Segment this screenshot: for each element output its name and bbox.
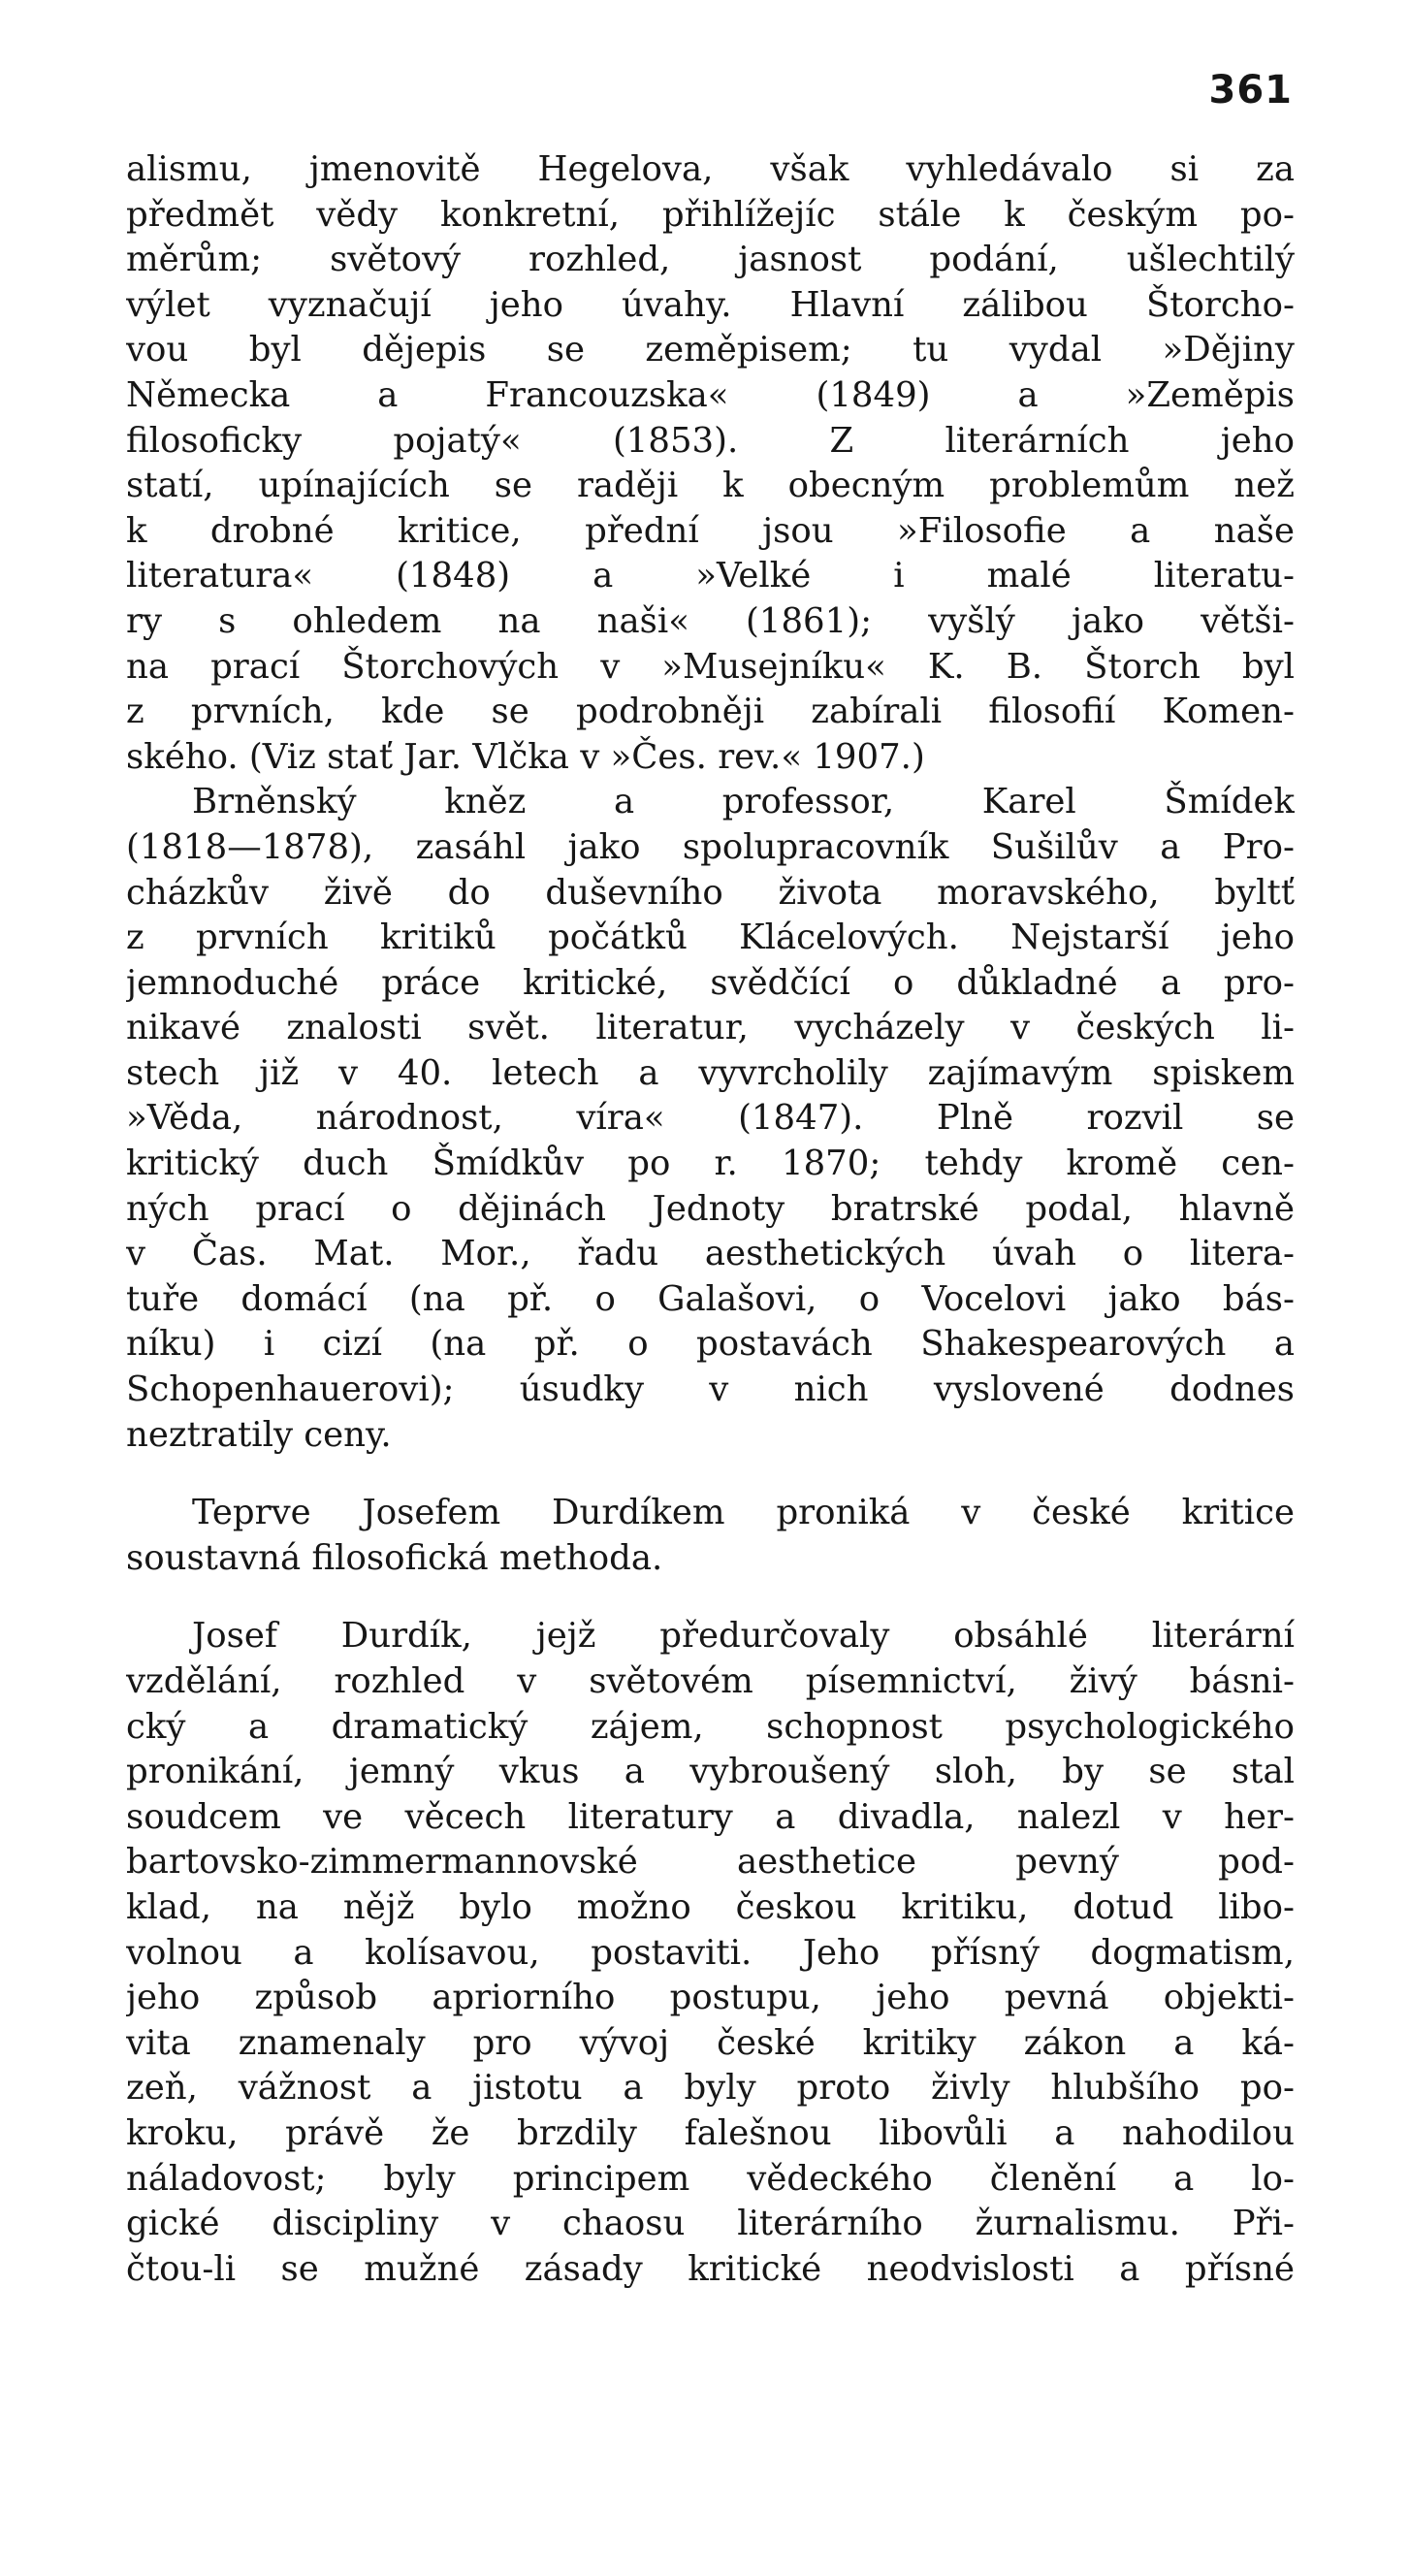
text-line: ského. (Viz stať Jar. Vlčka v »Čes. rev.« 1907.) [126, 736, 925, 777]
text-line: literatura« (1848) a »Velké i malé literatu- [126, 556, 1295, 596]
text-line: jeho způsob apriorního postupu, jeho pevná objekti- [126, 1978, 1295, 2018]
text-line: Teprve Josefem Durdíkem proniká v české kritice [192, 1493, 1295, 1533]
text-line: pronikání, jemný vkus a vybroušený sloh, by se stal [126, 1752, 1295, 1792]
text-line: vita znamenaly pro vývoj české kritiky zákon a ká- [126, 2022, 1295, 2063]
text-line: neztratily ceny. [126, 1414, 392, 1455]
text-line: cházkův živě do duševního života moravského, byltť [126, 872, 1295, 913]
text-line: náladovost; byly principem vědeckého členění a lo- [126, 2158, 1295, 2199]
paragraph-gap [126, 1581, 1295, 1614]
text-line: z prvních kritiků počátků Klácelových. Nejstarší jeho [126, 918, 1295, 958]
text-line: cký a dramatický zájem, schopnost psychologického [126, 1706, 1295, 1747]
text-line: měrům; světový rozhled, jasnost podání, ušlechtilý [126, 240, 1295, 280]
text-line: statí, upínajících se raději k obecným problemům než [126, 466, 1295, 506]
text-line: alismu, jmenovitě Hegelova, však vyhledávalo si za [126, 149, 1295, 189]
text-line: výlet vyznačují jeho úvahy. Hlavní zálibou Štorcho- [126, 284, 1295, 325]
text-line: »Věda, národnost, víra« (1847). Plně rozvil se [126, 1098, 1295, 1139]
text-line: Josef Durdík, jejž předurčovaly obsáhlé literární [192, 1616, 1295, 1657]
text-line: tuře domácí (na př. o Galašovi, o Vocelovi jako bás- [126, 1278, 1295, 1319]
text-line: předmět vědy konkretní, přihlížejíc stále k českým po- [126, 194, 1295, 235]
text-line: čtou-li se mužné zásady kritické neodvislosti a přísné [126, 2248, 1295, 2289]
text-line: kroku, právě že brzdily falešnou libovůli a nahodilou [126, 2112, 1295, 2153]
text-line: vzdělání, rozhled v světovém písemnictví, živý básni- [126, 1661, 1295, 1701]
text-line: ných prací o dějinách Jednoty bratrské podal, hlavně [126, 1188, 1295, 1229]
text-line: z prvních, kde se podrobněji zabírali filosofií Komen- [126, 692, 1295, 732]
body-text [126, 147, 1295, 2292]
text-line: filosoficky pojatý« (1853). Z literárních jeho [126, 420, 1295, 461]
text-line: zeň, vážnost a jistotu a byly proto živly hlubšího po- [126, 2068, 1295, 2109]
text-line: na prací Štorchových v »Musejníku« K. B. Štorch byl [126, 646, 1295, 687]
text-line: soudcem ve věcech literatury a divadla, nalezl v her- [126, 1796, 1295, 1837]
text-line: Brněnský kněz a professor, Karel Šmídek [192, 782, 1295, 822]
text-line: Schopenhauerovi); úsudky v nich vyslovené dodnes [126, 1369, 1295, 1410]
text-line: gické discipliny v chaosu literárního žurnalismu. Při- [126, 2204, 1295, 2244]
text-line: nikavé znalosti svět. literatur, vycházely v českých li- [126, 1008, 1295, 1048]
text-line: (1818—1878), zasáhl jako spolupracovník Sušilův a Pro- [126, 826, 1295, 867]
text-line: vou byl dějepis se zeměpisem; tu vydal »Dějiny [126, 330, 1295, 370]
text-line: k drobné kritice, přední jsou »Filosofie a naše [126, 510, 1295, 551]
text-line: v Čas. Mat. Mor., řadu aesthetických úvah o litera- [126, 1234, 1295, 1274]
text-line: kritický duch Šmídkův po r. 1870; tehdy kromě cen- [126, 1143, 1295, 1184]
text-line: jemnoduché práce kritické, svědčící o důkladné a pro- [126, 962, 1295, 1003]
text-line: ry s ohledem na naši« (1861); vyšlý jako větši- [126, 600, 1295, 641]
text-line: klad, na nějž bylo možno českou kritiku, dotud libo- [126, 1886, 1295, 1927]
page-number: 361 [1208, 68, 1293, 113]
text-line: soustavná filosofická methoda. [126, 1537, 663, 1578]
text-line: Německa a Francouzska« (1849) a »Zeměpis [126, 374, 1295, 415]
text-line: níku) i cizí (na př. o postavách Shakespearových a [126, 1324, 1295, 1365]
paragraph-gap [126, 1458, 1295, 1491]
text-line: stech již v 40. letech a vyvrcholily zajímavým spiskem [126, 1052, 1295, 1093]
text-line: volnou a kolísavou, postaviti. Jeho přísný dogmatism, [126, 1932, 1295, 1973]
text-line: bartovsko-zimmermannovské aesthetice pevný pod- [126, 1842, 1295, 1883]
